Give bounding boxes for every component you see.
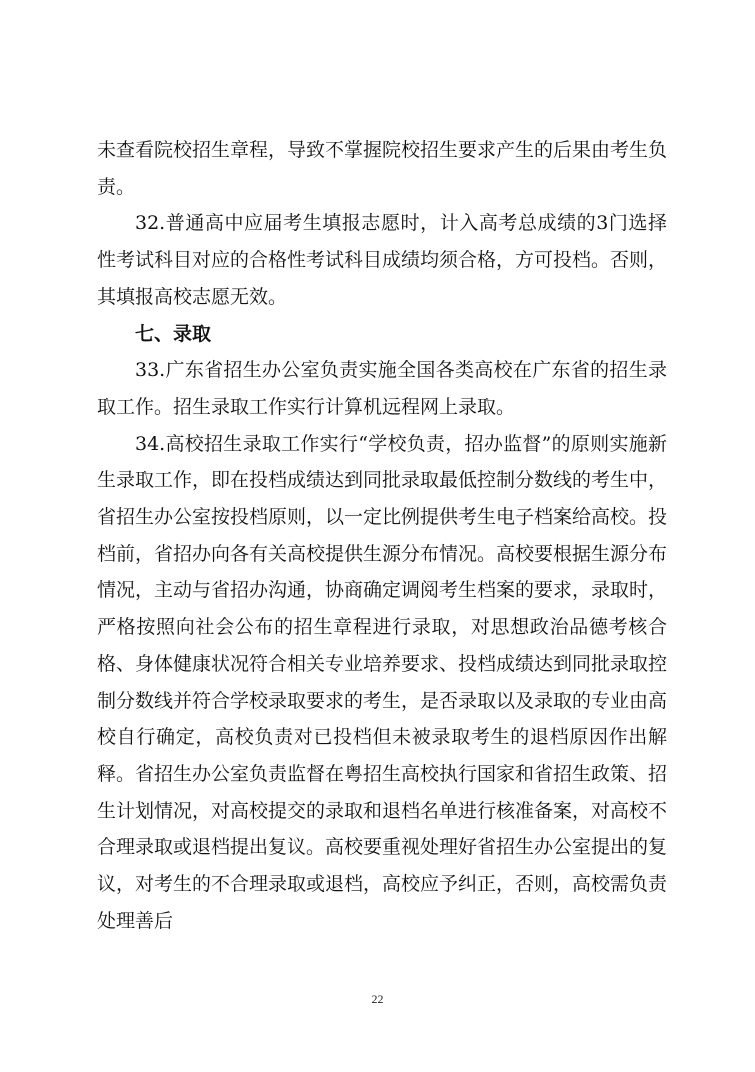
paragraph-32: 32.普通高中应届考生填报志愿时，计入高考总成绩的3门选择性考试科目对应的合格性考试科目成绩均须合格，方可投档。否则，其填报高校志愿无效。: [97, 212, 668, 308]
paragraph-34: 34.高校招生录取工作实行“学校负责，招办监督”的原则实施新生录取工作，即在投档成绩达到同批录取最低控制分数线的考生中，省招生办公室按投档原则，以一定比例提供考生电子档案给高校。投档前，省招办向各有关高校提供生源分布情况。高校要根据生源分布情况，主动与省招办沟通，协商确定调阅考生档案的要求，录取时，严格按照向社会公布的招生章程进行录取，对思想政治品德考核合格、身体健康状况符合相关专业培养要求、投档成绩达到同批录取控制分数线并符合学校录取要求的考生，是否录取以及录取的专业由高校自行确定，高校负责对已投档但未被录取考生的退档原因作出解释。省招生办公室负责监督在粤招生高校执行国家和省招生政策、招生计划情况，对高校提交的录取和退档名单进行核准备案，对高校不合理录取或退档提出复议。高校要重视处理好省招生办公室提出的复议，对考生的不合理录取或退档，高校应予纠正，否则，高校需负责处理善后: [97, 432, 668, 932]
section-heading-admission: 七、录取: [135, 322, 212, 345]
paragraph-33: 33.广东省招生办公室负责实施全国各类高校在广东省的招生录取工作。招生录取工作实行计算机远程网上录取。: [97, 359, 667, 418]
paragraph-continuation: 未查看院校招生章程，导致不掌握院校招生要求产生的后果由考生负责。: [97, 139, 668, 198]
page-number: 22: [371, 992, 384, 1006]
page-body: [97, 132, 667, 939]
